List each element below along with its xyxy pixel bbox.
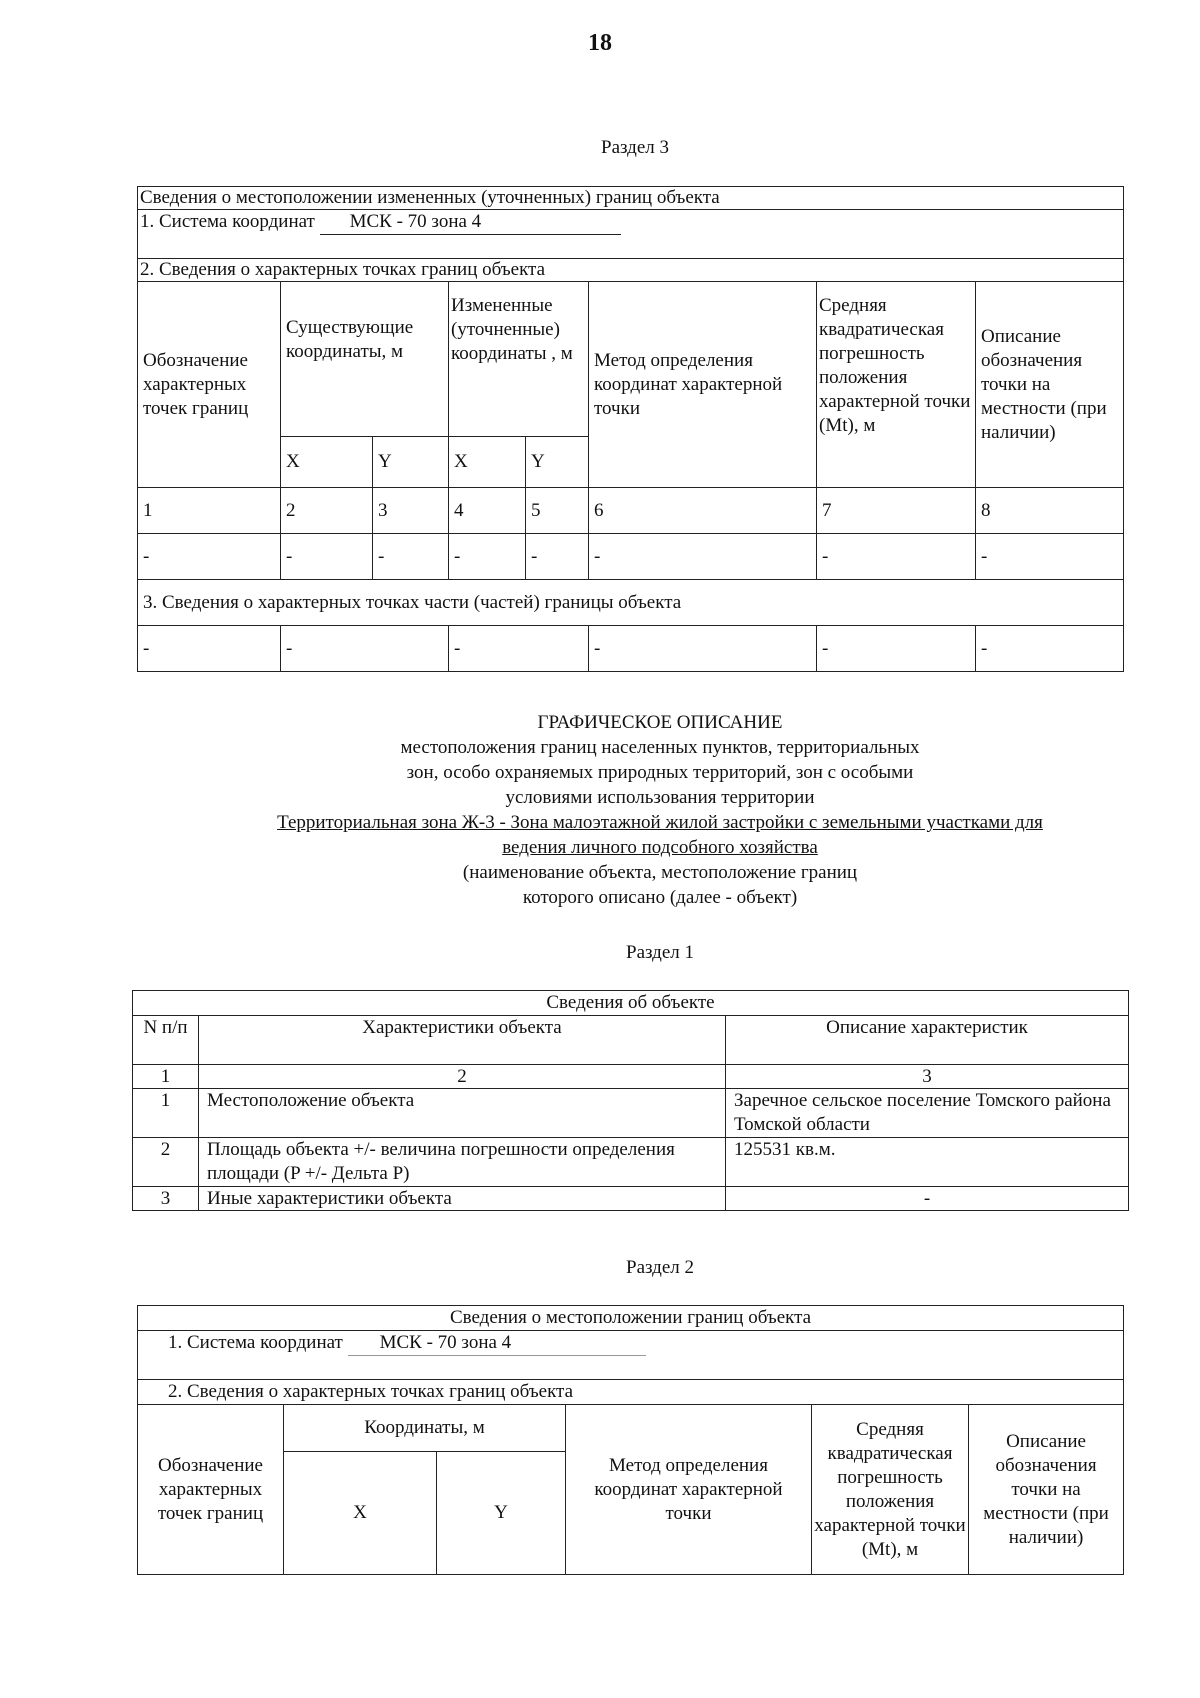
sec3-coord-value: МСК - 70 зона 4: [320, 210, 622, 235]
sec3-header-description: Описание обозначения точки на местности (при наличии): [976, 282, 1124, 488]
sec2-coord-label: 1. Система координат: [168, 1332, 343, 1353]
section-1-heading: Раздел 1: [626, 942, 694, 963]
sec2-header-y: Y: [437, 1452, 566, 1575]
sec3-header-y-changed: Y: [526, 437, 589, 488]
sec3-coord-system: [138, 210, 1124, 259]
sec2-points-title: 2. Сведения о характерных точках границ объекта: [138, 1380, 1124, 1405]
graphic-note: (наименование объекта, местоположение границ: [462, 862, 858, 883]
sec1-row-description: -: [726, 1187, 1129, 1211]
sec2-header-description: Описание обозначения точки на местности (при наличии): [969, 1405, 1124, 1575]
sec3-part-empty-cell: -: [449, 626, 589, 672]
sec3-empty-cell: -: [976, 534, 1124, 580]
sec3-header-x-changed: X: [449, 437, 526, 488]
sec1-col-number: 1: [133, 1065, 199, 1089]
sec3-points-title: 2. Сведения о характерных точках границ объекта: [138, 259, 1124, 282]
sec3-part-empty-cell: -: [817, 626, 976, 672]
sec3-col-number: 7: [817, 488, 976, 534]
section-3-table: [137, 186, 1124, 672]
graphic-line: местоположения границ населенных пунктов, территориальных: [400, 737, 920, 758]
graphic-line: условиями использования территории: [505, 787, 815, 808]
sec1-title: Сведения об объекте: [133, 991, 1129, 1016]
sec1-row-characteristic: Местоположение объекта: [199, 1089, 726, 1138]
graphic-title: ГРАФИЧЕСКОЕ ОПИСАНИЕ: [537, 712, 783, 733]
zone-name: Территориальная зона Ж-3 - Зона малоэтажной жилой застройки с земельными участками для: [277, 812, 1043, 833]
sec3-empty-cell: -: [526, 534, 589, 580]
section-1-table: [132, 990, 1129, 1211]
sec3-col-number: 3: [373, 488, 449, 534]
sec2-header-method: Метод определения координат характерной точки: [566, 1405, 812, 1575]
sec1-header-description: Описание характеристик: [726, 1016, 1129, 1065]
sec3-header-method: Метод определения координат характерной точки: [589, 282, 817, 488]
sec1-row-description: Заречное сельское поселение Томского района Томской области: [726, 1089, 1129, 1138]
graphic-note: которого описано (далее - объект): [522, 887, 798, 908]
sec1-header-n: N п/п: [133, 1016, 199, 1065]
sec3-part-empty-cell: -: [976, 626, 1124, 672]
sec3-header-existing: Существующие координаты, м: [281, 282, 449, 437]
sec3-col-number: 1: [138, 488, 281, 534]
section-2-table: [137, 1305, 1124, 1575]
page-number: 18: [588, 30, 612, 56]
sec3-header-designation: Обозначение характерных точек границ: [138, 282, 281, 488]
sec3-col-number: 4: [449, 488, 526, 534]
sec2-header-error: Средняя квадратическая погрешность положения характерной точки (Mt), м: [812, 1405, 969, 1575]
sec3-empty-cell: -: [373, 534, 449, 580]
sec3-empty-cell: -: [138, 534, 281, 580]
section-3-heading: Раздел 3: [601, 137, 669, 158]
graphic-description: [100, 710, 1200, 910]
sec1-row-description: 125531 кв.м.: [726, 1138, 1129, 1187]
sec3-part-empty-cell: -: [589, 626, 817, 672]
sec1-header-characteristics: Характеристики объекта: [199, 1016, 726, 1065]
sec1-row-n: 3: [133, 1187, 199, 1211]
sec3-part-title: 3. Сведения о характерных точках части (частей) границы объекта: [138, 580, 1124, 626]
sec1-row-characteristic: Площадь объекта +/- величина погрешности определения площади (P +/- Дельта P): [199, 1138, 726, 1187]
section-2-heading: Раздел 2: [626, 1257, 694, 1278]
sec3-header-error: Средняя квадратическая погрешность положения характерной точки (Mt), м: [817, 282, 976, 488]
sec3-title: Сведения о местоположении измененных (уточненных) границ объекта: [138, 187, 1124, 210]
sec1-row-n: 1: [133, 1089, 199, 1138]
sec1-row-n: 2: [133, 1138, 199, 1187]
sec1-row-characteristic: Иные характеристики объекта: [199, 1187, 726, 1211]
sec3-header-changed: Измененные (уточненные) координаты , м: [449, 282, 589, 437]
sec3-col-number: 5: [526, 488, 589, 534]
sec3-header-x-existing: X: [281, 437, 373, 488]
sec3-coord-label: 1. Система координат: [140, 211, 315, 232]
sec3-empty-cell: -: [817, 534, 976, 580]
sec3-col-number: 8: [976, 488, 1124, 534]
sec2-header-designation: Обозначение характерных точек границ: [138, 1405, 284, 1575]
sec3-col-number: 6: [589, 488, 817, 534]
sec1-col-number: 2: [199, 1065, 726, 1089]
sec2-header-x: X: [284, 1452, 437, 1575]
sec3-part-empty-cell: -: [281, 626, 449, 672]
sec3-empty-cell: -: [589, 534, 817, 580]
zone-name: ведения личного подсобного хозяйства: [502, 837, 818, 858]
sec1-col-number: 3: [726, 1065, 1129, 1089]
sec2-title: Сведения о местоположении границ объекта: [138, 1306, 1124, 1331]
sec2-coord-value: МСК - 70 зона 4: [348, 1331, 647, 1356]
sec2-coord-system: [138, 1331, 1124, 1380]
sec3-part-empty-cell: -: [138, 626, 281, 672]
sec3-header-y-existing: Y: [373, 437, 449, 488]
sec3-col-number: 2: [281, 488, 373, 534]
sec2-header-coords: Координаты, м: [284, 1405, 566, 1452]
sec3-empty-cell: -: [281, 534, 373, 580]
sec3-empty-cell: -: [449, 534, 526, 580]
graphic-line: зон, особо охраняемых природных территорий, зон с особыми: [406, 762, 914, 783]
